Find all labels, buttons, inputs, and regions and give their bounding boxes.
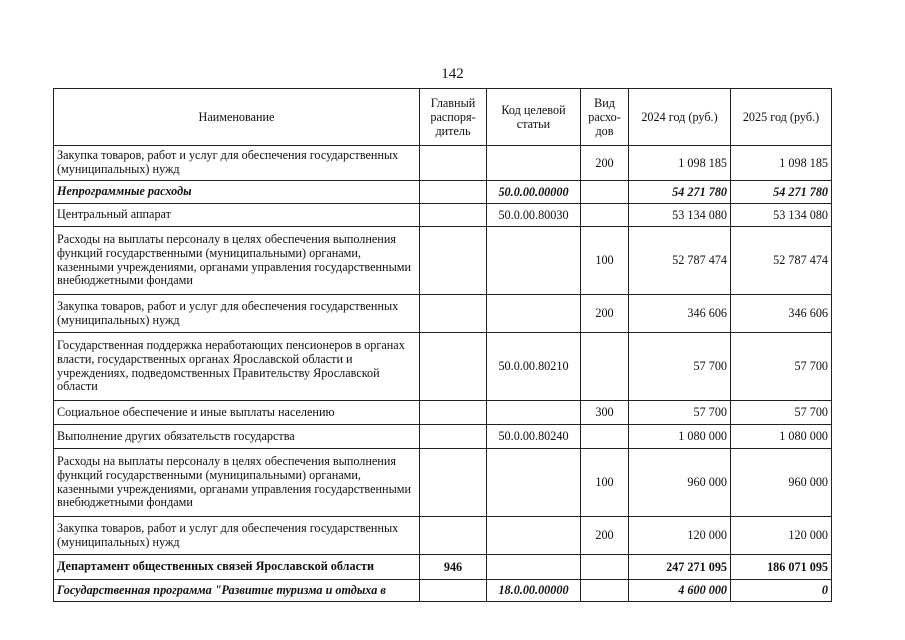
table-row [54, 146, 832, 181]
cell-year-2024: 54 271 780 [629, 181, 731, 204]
cell-year-2025: 54 271 780 [731, 181, 832, 204]
cell-year-2025: 120 000 [731, 517, 832, 555]
table-row [54, 181, 832, 204]
cell-target-code [487, 555, 581, 580]
cell-chief-administrator [420, 449, 487, 517]
cell-expense-type: 300 [581, 401, 629, 425]
cell-year-2025: 52 787 474 [731, 227, 832, 295]
cell-target-code [487, 227, 581, 295]
cell-chief-administrator [420, 181, 487, 204]
table-row [54, 295, 832, 333]
table-row [54, 425, 832, 449]
cell-year-2025: 960 000 [731, 449, 832, 517]
cell-year-2024: 120 000 [629, 517, 731, 555]
table-row [54, 401, 832, 425]
table-row [54, 227, 832, 295]
cell-target-code [487, 146, 581, 181]
header-chief-administrator: Главный распоря-дитель [420, 89, 487, 146]
cell-target-code: 50.0.00.80210 [487, 333, 581, 401]
cell-year-2025: 1 098 185 [731, 146, 832, 181]
cell-name: Государственная поддержка неработающих пенсионеров в органах власти, государственных органах Ярославской области и учреждениях, подведомственных Правительству Ярославской области [54, 333, 420, 401]
cell-name: Непрограммные расходы [54, 181, 420, 204]
cell-target-code [487, 517, 581, 555]
cell-target-code: 18.0.00.00000 [487, 580, 581, 602]
cell-year-2024: 57 700 [629, 333, 731, 401]
cell-year-2024: 53 134 080 [629, 204, 731, 227]
cell-expense-type [581, 580, 629, 602]
cell-year-2024: 1 098 185 [629, 146, 731, 181]
cell-expense-type: 200 [581, 295, 629, 333]
cell-name: Центральный аппарат [54, 204, 420, 227]
table-row [54, 517, 832, 555]
cell-expense-type: 100 [581, 449, 629, 517]
cell-chief-administrator [420, 333, 487, 401]
cell-year-2024: 960 000 [629, 449, 731, 517]
cell-year-2024: 1 080 000 [629, 425, 731, 449]
cell-expense-type [581, 425, 629, 449]
header-row [54, 89, 832, 146]
table-row [54, 580, 832, 602]
header-name: Наименование [54, 89, 420, 146]
cell-year-2024: 4 600 000 [629, 580, 731, 602]
cell-name: Социальное обеспечение и иные выплаты населению [54, 401, 420, 425]
table-row [54, 449, 832, 517]
cell-target-code: 50.0.00.00000 [487, 181, 581, 204]
cell-year-2025: 186 071 095 [731, 555, 832, 580]
cell-expense-type [581, 204, 629, 227]
cell-year-2024: 346 606 [629, 295, 731, 333]
header-year-2024: 2024 год (руб.) [629, 89, 731, 146]
page-number: 142 [441, 66, 464, 82]
cell-chief-administrator [420, 517, 487, 555]
cell-year-2025: 57 700 [731, 401, 832, 425]
cell-year-2024: 52 787 474 [629, 227, 731, 295]
cell-expense-type [581, 555, 629, 580]
cell-chief-administrator [420, 295, 487, 333]
table-row [54, 333, 832, 401]
cell-target-code: 50.0.00.80030 [487, 204, 581, 227]
header-target-code: Код целевой статьи [487, 89, 581, 146]
cell-name: Государственная программа "Развитие туризма и отдыха в [54, 580, 420, 602]
cell-year-2025: 57 700 [731, 333, 832, 401]
cell-year-2025: 346 606 [731, 295, 832, 333]
cell-name: Закупка товаров, работ и услуг для обеспечения государственных (муниципальных) нужд [54, 295, 420, 333]
cell-chief-administrator [420, 580, 487, 602]
cell-target-code: 50.0.00.80240 [487, 425, 581, 449]
cell-target-code [487, 401, 581, 425]
cell-chief-administrator [420, 401, 487, 425]
cell-year-2024: 57 700 [629, 401, 731, 425]
cell-expense-type: 100 [581, 227, 629, 295]
budget-table [53, 88, 832, 602]
cell-year-2025: 53 134 080 [731, 204, 832, 227]
table-row [54, 555, 832, 580]
cell-name: Закупка товаров, работ и услуг для обеспечения государственных (муниципальных) нужд [54, 517, 420, 555]
cell-expense-type [581, 333, 629, 401]
header-expense-type: Вид расхо-дов [581, 89, 629, 146]
cell-target-code [487, 449, 581, 517]
cell-year-2024: 247 271 095 [629, 555, 731, 580]
cell-chief-administrator [420, 227, 487, 295]
cell-chief-administrator [420, 204, 487, 227]
cell-chief-administrator [420, 425, 487, 449]
cell-name: Выполнение других обязательств государства [54, 425, 420, 449]
cell-name: Расходы на выплаты персоналу в целях обеспечения выполнения функций государственными (муниципальными) органами, казенными учреждениями, органами управления государственными внебюджетными фондами [54, 449, 420, 517]
cell-expense-type: 200 [581, 146, 629, 181]
cell-year-2025: 1 080 000 [731, 425, 832, 449]
cell-expense-type: 200 [581, 517, 629, 555]
cell-chief-administrator [420, 146, 487, 181]
cell-chief-administrator: 946 [420, 555, 487, 580]
cell-name: Расходы на выплаты персоналу в целях обеспечения выполнения функций государственными (муниципальными) органами, казенными учреждениями, органами управления государственными внебюджетными фондами [54, 227, 420, 295]
cell-name: Закупка товаров, работ и услуг для обеспечения государственных (муниципальных) нужд [54, 146, 420, 181]
cell-target-code [487, 295, 581, 333]
cell-expense-type [581, 181, 629, 204]
table-row [54, 204, 832, 227]
header-year-2025: 2025 год (руб.) [731, 89, 832, 146]
cell-year-2025: 0 [731, 580, 832, 602]
cell-name: Департамент общественных связей Ярославской области [54, 555, 420, 580]
